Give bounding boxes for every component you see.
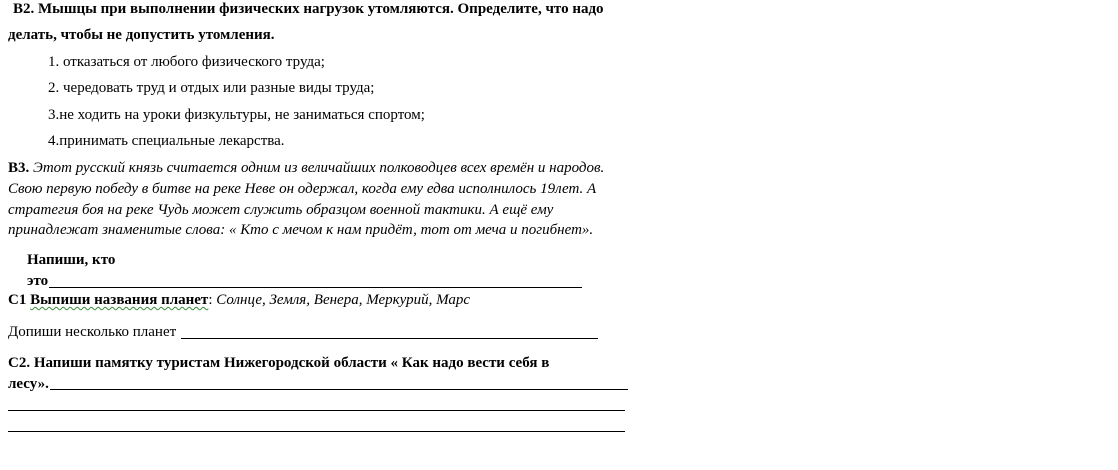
c2-line2: лесу».	[8, 376, 49, 392]
b2-question-line2: делать, чтобы не допустить утомления.	[8, 27, 275, 43]
c1-label: С1	[8, 292, 27, 308]
c2-answer-line-3[interactable]	[8, 431, 625, 432]
c1-add-more: Допиши несколько планет	[8, 324, 177, 340]
b3-label: В3.	[8, 160, 30, 176]
b3-prompt-line1: Напиши, кто	[27, 252, 116, 268]
b2-option-4: 4.принимать специальные лекарства.	[48, 133, 285, 149]
c2-answer-line-2[interactable]	[8, 410, 625, 411]
b3-text-line4: принадлежат знаменитые слова: « Кто с мечом к нам придёт, тот от меча и погибнет».	[8, 222, 594, 238]
b2-option-3: 3.не ходить на уроки физкультуры, не заниматься спортом;	[48, 107, 425, 123]
c1-line	[8, 291, 470, 309]
b2-question-line1: B2. Мышцы при выполнении физических нагрузок утомляются. Определите, что надо	[13, 1, 604, 17]
c1-instruction: Выпиши названия планет	[30, 292, 209, 308]
c2-line1: С2. Напиши памятку туристам Нижегородской области « Как надо вести себя в	[8, 355, 550, 371]
c1-answer-line[interactable]	[181, 338, 598, 339]
b3-text-line2: Свою первую победу в битве на реке Неве он одержал, когда ему едва исполнилось 19лет. А	[8, 181, 597, 197]
b3-line1	[8, 159, 604, 177]
c1-planets: Солнце, Земля, Венера, Меркурий, Марс	[216, 292, 471, 308]
c2-answer-line-1[interactable]	[50, 389, 628, 390]
c1-colon: :	[208, 292, 213, 308]
b3-text-line1: Этот русский князь считается одним из величайших полководцев всех времён и народов.	[33, 160, 605, 176]
b3-text-line3: стратегия боя на реке Чудь может служить образцом военной тактики. А ещё ему	[8, 202, 554, 218]
b2-option-1: 1. отказаться от любого физического труда;	[48, 54, 325, 70]
b3-prompt-line2: это	[27, 273, 49, 289]
b3-answer-line[interactable]	[49, 287, 582, 288]
b2-option-2: 2. чередовать труд и отдых или разные виды труда;	[48, 80, 375, 96]
